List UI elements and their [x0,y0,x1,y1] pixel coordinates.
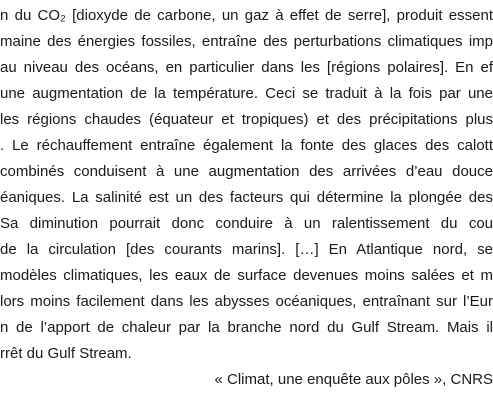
passage-line-5: les régions chaudes (équateur et tropiques) et des précipitations plus [0,111,493,128]
passage-line-8: éaniques. La salinité est un des facteurs qui détermine la plongée des [0,189,493,206]
passage-line-14: rrêt du Gulf Stream. [0,345,132,362]
passage-line-2: maine des énergies fossiles, entraîne des perturbations climatiques imp [0,33,493,50]
passage-line-6: . Le réchauffement entraîne également la fonte des glaces des calott [0,137,493,154]
source-citation: « Climat, une enquête aux pôles », CNRS [214,371,493,388]
passage-line-1: n du CO₂ [dioxyde de carbone, un gaz à effet de serre], produit essent [0,7,493,24]
passage-line-7: combinés conduisent à une augmentation des arrivées d’eau douce [0,163,493,180]
passage-line-4: une augmentation de la température. Ceci se traduit à la fois par une [0,85,493,102]
passage-line-10: de la circulation [des courants marins]. […] En Atlantique nord, se [0,241,493,258]
passage-line-3: au niveau des océans, en particulier dans les [régions polaires]. En ef [0,59,493,76]
passage-line-9: Sa diminution pourrait donc conduire à un ralentissement du cou [0,215,493,232]
passage-line-13: n de l’apport de chaleur par la branche nord du Gulf Stream. Mais il [0,319,493,336]
passage-line-11: modèles climatiques, les eaux de surface devenues moins salées et m [0,267,493,284]
passage-line-12: lors moins facilement dans les abysses océaniques, entraînant sur l’Eur [0,293,493,310]
